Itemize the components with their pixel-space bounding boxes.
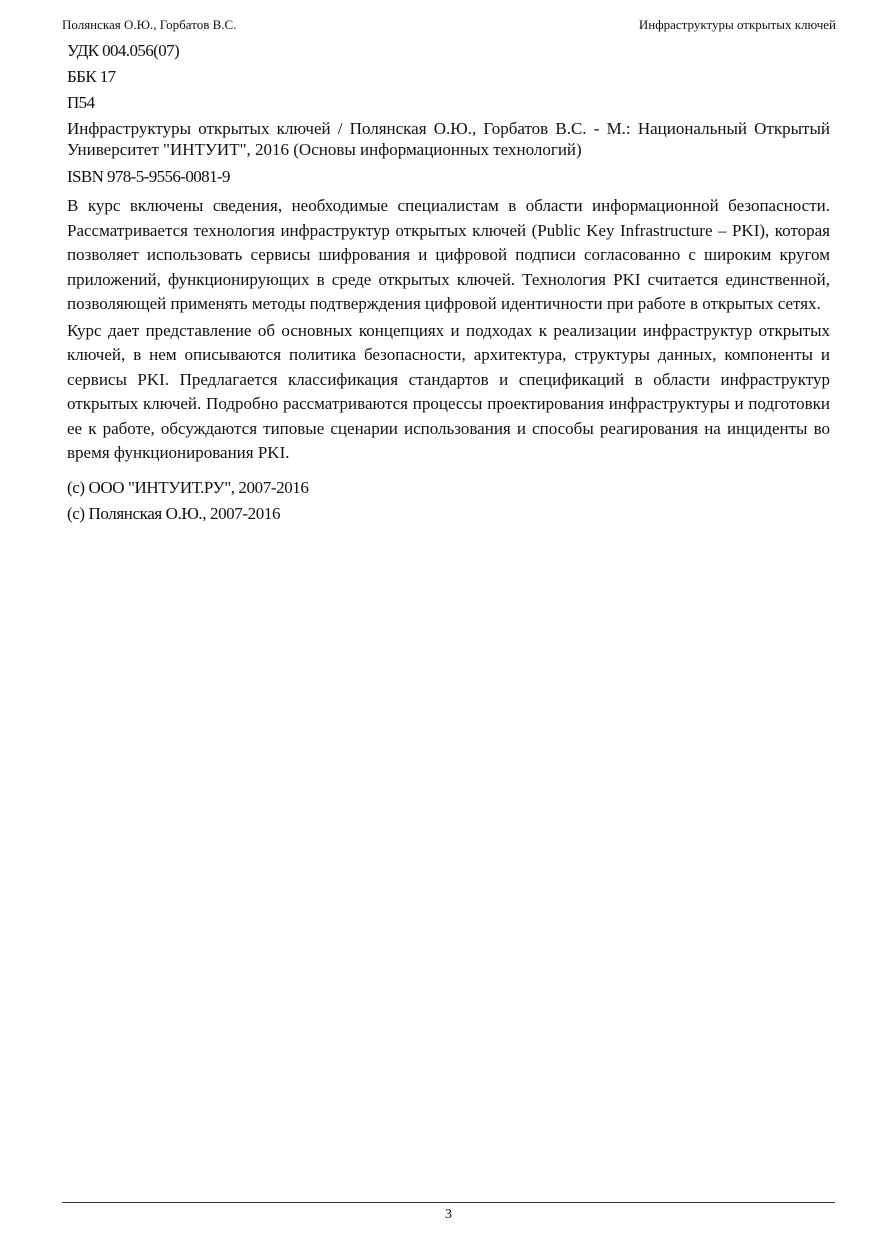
- abstract-paragraph-1: В курс включены сведения, необходимые специалистам в области информационной безопасности. Рассматривается технология инфраструктур открытых ключей (Public Key Infrastructure – PKI), которая позволяет использовать сервисы шифрования и цифровой подписи согласованно с широким кругом приложений, функционирующих в среде открытых ключей. Технология PKI считается единственной, позволяющей применять методы подтверждения цифровой идентичности при работе в открытых сетях.: [67, 196, 830, 313]
- bbk-code: ББК 17: [67, 67, 116, 86]
- footer-divider: [62, 1202, 835, 1203]
- abstract-paragraph-2: Курс дает представление об основных концепциях и подходах к реализации инфраструктур открытых ключей, в нем описываются политика безопасности, архитектура, структуры данных, компоненты и сервисы PKI. Предлагается классификация стандартов и спецификаций в области инфраструктур открытых ключей. Подробно рассматриваются процессы проектирования инфраструктуры и подготовки ее к работе, обсуждаются типовые сценарии использования и способы реагирования на инциденты во время функционирования PKI.: [67, 320, 830, 462]
- author-mark: П54: [67, 93, 95, 112]
- page-content: [67, 40, 830, 527]
- bibliographic-citation: Инфраструктуры открытых ключей / Полянская О.Ю., Горбатов В.С. - М.: Национальный Открытый Университет "ИНТУИТ", 2016 (Основы информационных технологий): [67, 119, 830, 159]
- copyright-line-2: (c) Полянская О.Ю., 2007-2016: [67, 503, 281, 523]
- udk-code: УДК 004.056(07): [67, 41, 180, 60]
- copyright-line-1: (c) ООО "ИНТУИТ.РУ", 2007-2016: [67, 477, 309, 497]
- page-number: 3: [445, 1207, 452, 1222]
- header-title: Инфраструктуры открытых ключей: [638, 17, 836, 32]
- running-header: [62, 16, 836, 34]
- isbn: ISBN 978-5-9556-0081-9: [67, 167, 230, 186]
- header-authors: Полянская О.Ю., Горбатов В.С.: [62, 17, 237, 32]
